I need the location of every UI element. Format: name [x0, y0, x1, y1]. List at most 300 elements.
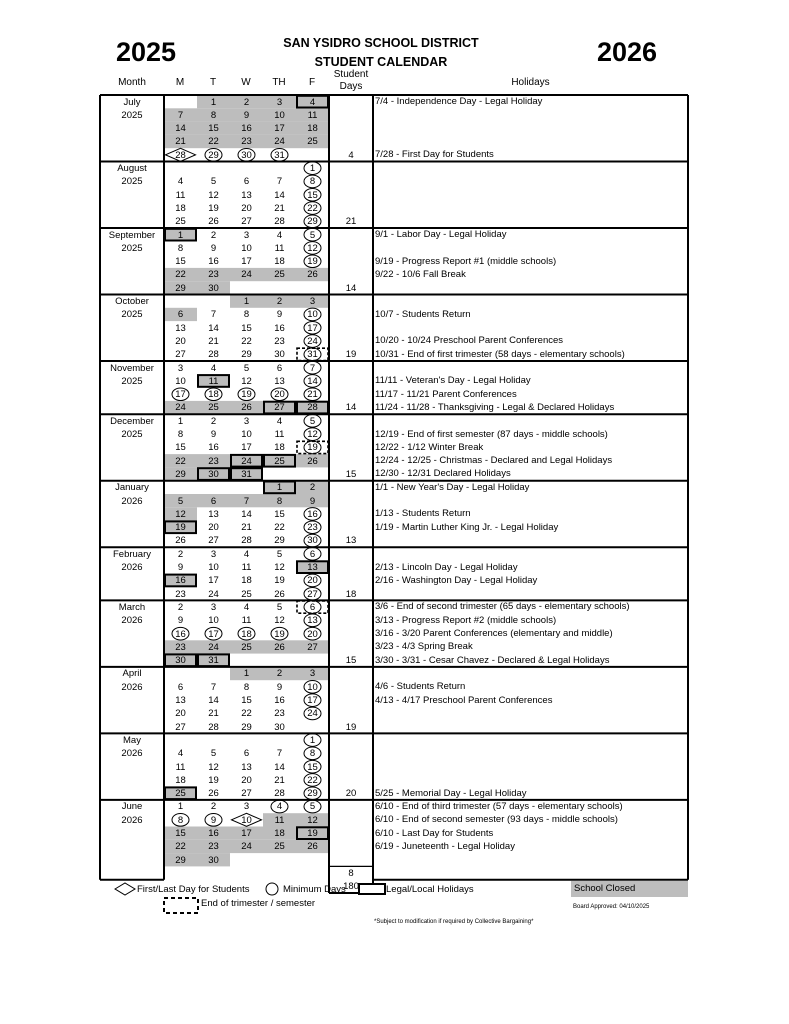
- holiday-entry: 3/16 - 3/20 Parent Conferences (elementary and middle): [375, 628, 613, 639]
- col-header-th: TH: [272, 77, 286, 88]
- student-days-count: 19: [345, 721, 357, 733]
- holiday-entry: 3/23 - 4/3 Spring Break: [375, 641, 473, 653]
- day-cell: 24: [241, 841, 252, 853]
- diamond-legend-icon: [114, 882, 136, 896]
- day-cell: 29: [175, 854, 186, 866]
- day-cell: 23: [175, 641, 186, 653]
- day-cell: 5: [309, 415, 316, 427]
- day-cell: 7: [210, 309, 217, 321]
- day-cell: 7: [243, 495, 250, 507]
- day-cell: 18: [274, 828, 285, 839]
- holiday-entry: 4/13 - 4/17 Preschool Parent Conferences: [375, 694, 553, 706]
- col-header-m: M: [175, 77, 185, 88]
- day-cell: 22: [241, 708, 252, 720]
- day-cell: 12: [307, 429, 318, 440]
- legend-minimum: Minimum Days: [283, 884, 346, 895]
- day-cell: 8: [177, 814, 184, 826]
- day-cell: 11: [208, 375, 219, 387]
- day-cell: 12: [208, 189, 219, 201]
- day-cell: 5: [276, 601, 283, 613]
- day-cell: 26: [241, 402, 252, 414]
- day-cell: 27: [175, 721, 186, 733]
- day-cell: 15: [241, 695, 252, 706]
- day-cell: 2: [276, 296, 283, 307]
- day-cell: 30: [208, 468, 219, 480]
- day-cell: 28: [274, 216, 285, 228]
- day-cell: 31: [307, 349, 318, 361]
- day-cell: 23: [307, 522, 318, 534]
- day-cell: 11: [175, 189, 186, 201]
- day-cell: 27: [241, 216, 252, 228]
- district-title: SAN YSIDRO SCHOOL DISTRICT: [283, 36, 479, 50]
- day-cell: 4: [177, 748, 184, 760]
- day-cell: 11: [274, 814, 285, 826]
- day-cell: 10: [241, 429, 252, 440]
- day-cell: 4: [276, 229, 283, 241]
- day-cell: 28: [241, 535, 252, 547]
- day-cell: 23: [208, 841, 219, 853]
- month-year: 2025: [121, 242, 143, 254]
- day-cell: 29: [307, 788, 318, 800]
- day-cell: 24: [307, 335, 318, 347]
- day-cell: 22: [274, 522, 285, 534]
- day-cell: 9: [276, 681, 283, 693]
- day-cell: 2: [276, 668, 283, 680]
- day-cell: 18: [274, 442, 285, 454]
- day-cell: 8: [210, 109, 217, 121]
- month-name: February: [112, 548, 151, 560]
- day-cell: 12: [175, 508, 186, 520]
- day-cell: 6: [210, 495, 217, 507]
- holiday-entry: 12/24 - 12/25 - Christmas - Declared and Legal Holidays: [375, 455, 613, 467]
- day-cell: 20: [241, 202, 252, 214]
- day-cell: 25: [175, 788, 186, 800]
- day-cell: 7: [177, 109, 184, 121]
- day-cell: 10: [208, 615, 219, 627]
- day-cell: 12: [307, 242, 318, 254]
- day-cell: 5: [210, 748, 217, 760]
- day-cell: 10: [208, 562, 219, 573]
- day-cell: 30: [208, 282, 219, 294]
- day-cell: 26: [307, 841, 318, 853]
- col-header-holidays: Holidays: [511, 77, 550, 88]
- day-cell: 4: [276, 801, 283, 813]
- day-cell: 3: [177, 362, 184, 374]
- holiday-entry: 10/7 - Students Return: [375, 308, 471, 320]
- day-cell: 30: [307, 535, 318, 547]
- col-header-f: F: [308, 77, 316, 88]
- day-cell: 16: [175, 628, 186, 640]
- calendar-title: STUDENT CALENDAR: [314, 55, 448, 69]
- day-cell: 10: [175, 375, 186, 387]
- day-cell: 20: [274, 389, 285, 401]
- day-cell: 15: [274, 508, 285, 520]
- day-cell: 18: [175, 202, 186, 214]
- day-cell: 19: [274, 575, 285, 587]
- day-cell: 27: [274, 402, 285, 414]
- day-cell: 1: [243, 668, 250, 680]
- col-header-w: W: [241, 77, 251, 88]
- day-cell: 30: [241, 149, 252, 161]
- day-cell: 17: [274, 123, 285, 135]
- day-cell: 21: [208, 335, 219, 347]
- day-cell: 1: [309, 734, 316, 746]
- day-cell: 13: [175, 322, 186, 334]
- student-days-count: 20: [345, 788, 357, 800]
- day-cell: 14: [274, 189, 285, 201]
- col-header-student-days: Student Days: [333, 69, 369, 92]
- day-cell: 5: [309, 229, 316, 241]
- month-name: May: [123, 734, 141, 746]
- day-cell: 8: [243, 309, 250, 321]
- day-cell: 12: [241, 375, 252, 387]
- day-cell: 2: [309, 482, 316, 494]
- day-cell: 19: [274, 628, 285, 640]
- day-cell: 8: [243, 681, 250, 693]
- day-cell: 23: [175, 588, 186, 600]
- day-cell: 7: [210, 681, 217, 693]
- day-cell: 13: [274, 375, 285, 387]
- holiday-entry: 11/17 - 11/21 Parent Conferences: [375, 388, 517, 400]
- day-cell: 5: [177, 495, 184, 507]
- day-cell: 28: [274, 788, 285, 800]
- day-cell: 19: [307, 828, 318, 839]
- day-cell: 4: [243, 548, 250, 560]
- month-year: 2026: [121, 814, 143, 826]
- day-cell: 8: [276, 495, 283, 507]
- day-cell: 21: [241, 522, 252, 534]
- holiday-entry: 11/24 - 11/28 - Thanksgiving - Legal & Declared Holidays: [375, 401, 615, 413]
- day-cell: 19: [208, 202, 219, 214]
- day-cell: 25: [307, 136, 318, 148]
- day-cell: 15: [307, 761, 318, 773]
- day-cell: 20: [175, 708, 186, 720]
- day-cell: 22: [307, 774, 318, 786]
- day-cell: 25: [274, 269, 285, 281]
- col-header-month: Month: [118, 77, 146, 88]
- day-cell: 11: [274, 429, 285, 440]
- day-cell: 20: [175, 335, 186, 347]
- bargaining-note: *Subject to modification if required by Collective Bargaining*: [374, 919, 534, 925]
- total-student-days: 180: [343, 881, 359, 893]
- month-name: September: [108, 229, 156, 241]
- holiday-entry: 9/19 - Progress Report #1 (middle schools): [375, 255, 557, 267]
- day-cell: 15: [241, 322, 252, 334]
- day-cell: 27: [307, 588, 318, 600]
- day-cell: 6: [309, 601, 316, 613]
- legend-holidays: Legal/Local Holidays: [386, 884, 474, 895]
- month-year: 2025: [121, 176, 143, 188]
- day-cell: 11: [274, 242, 285, 254]
- day-cell: 6: [177, 681, 184, 693]
- day-cell: 16: [307, 508, 318, 520]
- day-cell: 6: [276, 362, 283, 374]
- month-year: 2025: [121, 109, 143, 121]
- day-cell: 15: [175, 442, 186, 454]
- holiday-entry: 1/19 - Martin Luther King Jr. - Legal Holiday: [375, 521, 559, 533]
- day-cell: 31: [274, 149, 285, 161]
- day-cell: 14: [208, 695, 219, 706]
- day-cell: 3: [243, 801, 250, 813]
- month-name: April: [122, 668, 142, 680]
- day-cell: 3: [210, 601, 217, 613]
- month-name: October: [115, 296, 149, 307]
- day-cell: 9: [210, 242, 217, 254]
- day-cell: 17: [241, 256, 252, 268]
- day-cell: 12: [274, 562, 285, 573]
- day-cell: 18: [274, 256, 285, 268]
- holiday-entry: 6/19 - Juneteenth - Legal Holiday: [375, 840, 515, 852]
- day-cell: 4: [276, 415, 283, 427]
- day-cell: 23: [208, 269, 219, 281]
- day-cell: 1: [210, 96, 217, 108]
- holiday-entry: 9/1 - Labor Day - Legal Holiday: [375, 229, 507, 240]
- month-name: June: [121, 801, 143, 813]
- month-year: 2025: [121, 375, 143, 387]
- day-cell: 25: [241, 588, 252, 600]
- holiday-entry: 12/22 - 1/12 Winter Break: [375, 441, 484, 453]
- day-cell: 1: [177, 801, 184, 813]
- day-cell: 11: [307, 109, 318, 121]
- holiday-entry: 4/6 - Students Return: [375, 681, 466, 693]
- day-cell: 24: [274, 136, 285, 148]
- day-cell: 23: [274, 708, 285, 720]
- day-cell: 26: [307, 269, 318, 281]
- day-cell: 16: [241, 123, 252, 135]
- day-cell: 17: [307, 695, 318, 706]
- day-cell: 13: [175, 695, 186, 706]
- day-cell: 27: [241, 788, 252, 800]
- board-approved: Board Approved: 04/10/2025: [573, 904, 650, 910]
- day-cell: 20: [208, 522, 219, 534]
- day-cell: 19: [241, 389, 252, 401]
- day-cell: 16: [208, 256, 219, 268]
- day-cell: 11: [241, 562, 252, 573]
- holiday-entry: 5/25 - Memorial Day - Legal Holiday: [375, 787, 527, 799]
- day-cell: 16: [274, 322, 285, 334]
- holiday-entry: 3/6 - End of second trimester (65 days - elementary schools): [375, 601, 630, 613]
- day-cell: 26: [307, 455, 318, 467]
- day-cell: 14: [208, 322, 219, 334]
- holiday-entry: 6/10 - Last Day for Students: [375, 827, 494, 839]
- day-cell: 18: [241, 575, 252, 587]
- day-cell: 14: [241, 508, 252, 520]
- day-cell: 21: [274, 774, 285, 786]
- day-cell: 20: [307, 628, 318, 640]
- day-cell: 22: [241, 335, 252, 347]
- year-left: 2025: [116, 37, 177, 67]
- day-cell: 7: [276, 748, 283, 760]
- day-cell: 28: [175, 149, 186, 161]
- month-name: January: [115, 482, 149, 494]
- student-days-count: 8: [348, 867, 354, 879]
- day-cell: 18: [307, 123, 318, 135]
- day-cell: 1: [177, 415, 184, 427]
- day-cell: 17: [175, 389, 186, 401]
- day-cell: 5: [243, 362, 250, 374]
- day-cell: 10: [241, 814, 252, 826]
- day-cell: 7: [309, 362, 316, 374]
- holiday-entry: 10/20 - 10/24 Preschool Parent Conferences: [375, 335, 564, 347]
- day-cell: 16: [208, 442, 219, 454]
- day-cell: 19: [307, 256, 318, 268]
- day-cell: 14: [175, 123, 186, 135]
- student-days-count: 4: [348, 149, 354, 161]
- day-cell: 3: [309, 296, 316, 307]
- day-cell: 29: [175, 282, 186, 294]
- day-cell: 5: [309, 801, 316, 813]
- day-cell: 20: [241, 774, 252, 786]
- day-cell: 29: [241, 721, 252, 733]
- day-cell: 19: [307, 442, 318, 454]
- day-cell: 13: [307, 615, 318, 627]
- day-cell: 22: [175, 455, 186, 467]
- day-cell: 18: [241, 628, 252, 640]
- holiday-entry: 9/22 - 10/6 Fall Break: [375, 268, 466, 280]
- day-cell: 30: [274, 349, 285, 361]
- month-year: 2026: [121, 615, 143, 627]
- day-cell: 27: [175, 349, 186, 361]
- day-cell: 1: [276, 482, 283, 494]
- day-cell: 22: [175, 841, 186, 853]
- day-cell: 22: [307, 202, 318, 214]
- month-year: 2025: [121, 309, 143, 321]
- month-year: 2026: [121, 562, 143, 573]
- day-cell: 9: [177, 615, 184, 627]
- day-cell: 27: [307, 641, 318, 653]
- day-cell: 19: [175, 522, 186, 534]
- month-name: July: [123, 96, 141, 108]
- month-year: 2026: [121, 748, 143, 760]
- day-cell: 25: [274, 841, 285, 853]
- day-cell: 13: [241, 761, 252, 773]
- day-cell: 17: [208, 628, 219, 640]
- day-cell: 26: [208, 216, 219, 228]
- day-cell: 4: [309, 96, 316, 108]
- day-cell: 3: [276, 96, 283, 108]
- day-cell: 9: [210, 814, 217, 826]
- day-cell: 15: [307, 189, 318, 201]
- day-cell: 29: [274, 535, 285, 547]
- day-cell: 21: [208, 708, 219, 720]
- day-cell: 24: [241, 455, 252, 467]
- holiday-entry: 3/30 - 3/31 - Cesar Chavez - Declared & Legal Holidays: [375, 654, 610, 666]
- day-cell: 11: [175, 761, 186, 773]
- day-cell: 2: [177, 548, 184, 560]
- day-cell: 22: [208, 136, 219, 148]
- circle-legend-icon: [265, 882, 279, 896]
- day-cell: 9: [276, 309, 283, 321]
- holiday-entry: 2/13 - Lincoln Day - Legal Holiday: [375, 561, 518, 573]
- day-cell: 24: [208, 588, 219, 600]
- student-days-count: 14: [345, 282, 357, 294]
- student-days-count: 15: [345, 655, 357, 667]
- day-cell: 31: [241, 468, 252, 480]
- day-cell: 13: [241, 189, 252, 201]
- legend-trimester: End of trimester / semester: [201, 898, 316, 909]
- day-cell: 18: [208, 389, 219, 401]
- student-days-count: 18: [345, 588, 357, 600]
- day-cell: 28: [307, 402, 318, 414]
- day-cell: 7: [276, 176, 283, 188]
- day-cell: 9: [210, 429, 217, 440]
- day-cell: 22: [175, 269, 186, 281]
- day-cell: 24: [241, 269, 252, 281]
- day-cell: 16: [208, 828, 219, 839]
- day-cell: 17: [241, 828, 252, 839]
- holiday-entry: 2/16 - Washington Day - Legal Holiday: [375, 574, 538, 586]
- month-year: 2026: [121, 681, 143, 693]
- day-cell: 3: [210, 548, 217, 560]
- month-name: March: [118, 601, 146, 613]
- day-cell: 4: [243, 601, 250, 613]
- day-cell: 17: [307, 322, 318, 334]
- dashed-legend-icon: [163, 897, 199, 915]
- month-name: November: [110, 362, 154, 374]
- day-cell: 6: [243, 176, 250, 188]
- day-cell: 1: [177, 229, 184, 241]
- holiday-entry: 1/13 - Students Return: [375, 508, 471, 520]
- day-cell: 26: [274, 641, 285, 653]
- day-cell: 9: [309, 495, 316, 507]
- day-cell: 27: [208, 535, 219, 547]
- day-cell: 16: [274, 695, 285, 706]
- day-cell: 10: [307, 309, 318, 321]
- day-cell: 12: [208, 761, 219, 773]
- day-cell: 11: [241, 615, 252, 627]
- day-cell: 31: [208, 655, 219, 667]
- student-days-count: 21: [345, 216, 357, 228]
- day-cell: 3: [309, 668, 316, 680]
- day-cell: 2: [210, 229, 217, 241]
- day-cell: 20: [307, 575, 318, 587]
- day-cell: 25: [208, 402, 219, 414]
- day-cell: 8: [177, 242, 184, 254]
- student-days-count: 19: [345, 349, 357, 361]
- day-cell: 21: [175, 136, 186, 148]
- month-year: 2026: [121, 495, 143, 507]
- day-cell: 5: [276, 548, 283, 560]
- day-cell: 29: [175, 468, 186, 480]
- holiday-entry: 7/4 - Independence Day - Legal Holiday: [375, 96, 543, 107]
- day-cell: 3: [243, 229, 250, 241]
- day-cell: 26: [175, 535, 186, 547]
- day-cell: 13: [307, 562, 318, 573]
- day-cell: 2: [177, 601, 184, 613]
- month-name: August: [117, 163, 147, 174]
- day-cell: 26: [274, 588, 285, 600]
- day-cell: 12: [307, 814, 318, 826]
- day-cell: 30: [274, 721, 285, 733]
- day-cell: 26: [208, 788, 219, 800]
- day-cell: 10: [241, 242, 252, 254]
- day-cell: 4: [210, 362, 217, 374]
- day-cell: 16: [175, 575, 186, 587]
- student-days-count: 15: [345, 468, 357, 480]
- day-cell: 18: [175, 774, 186, 786]
- day-cell: 10: [274, 109, 285, 121]
- holiday-entry: 11/11 - Veteran's Day - Legal Holiday: [375, 375, 531, 387]
- day-cell: 25: [175, 216, 186, 228]
- day-cell: 6: [309, 548, 316, 560]
- day-cell: 23: [274, 335, 285, 347]
- day-cell: 1: [243, 296, 250, 307]
- day-cell: 14: [274, 761, 285, 773]
- day-cell: 2: [210, 801, 217, 813]
- day-cell: 8: [177, 429, 184, 440]
- day-cell: 9: [243, 109, 250, 121]
- day-cell: 13: [208, 508, 219, 520]
